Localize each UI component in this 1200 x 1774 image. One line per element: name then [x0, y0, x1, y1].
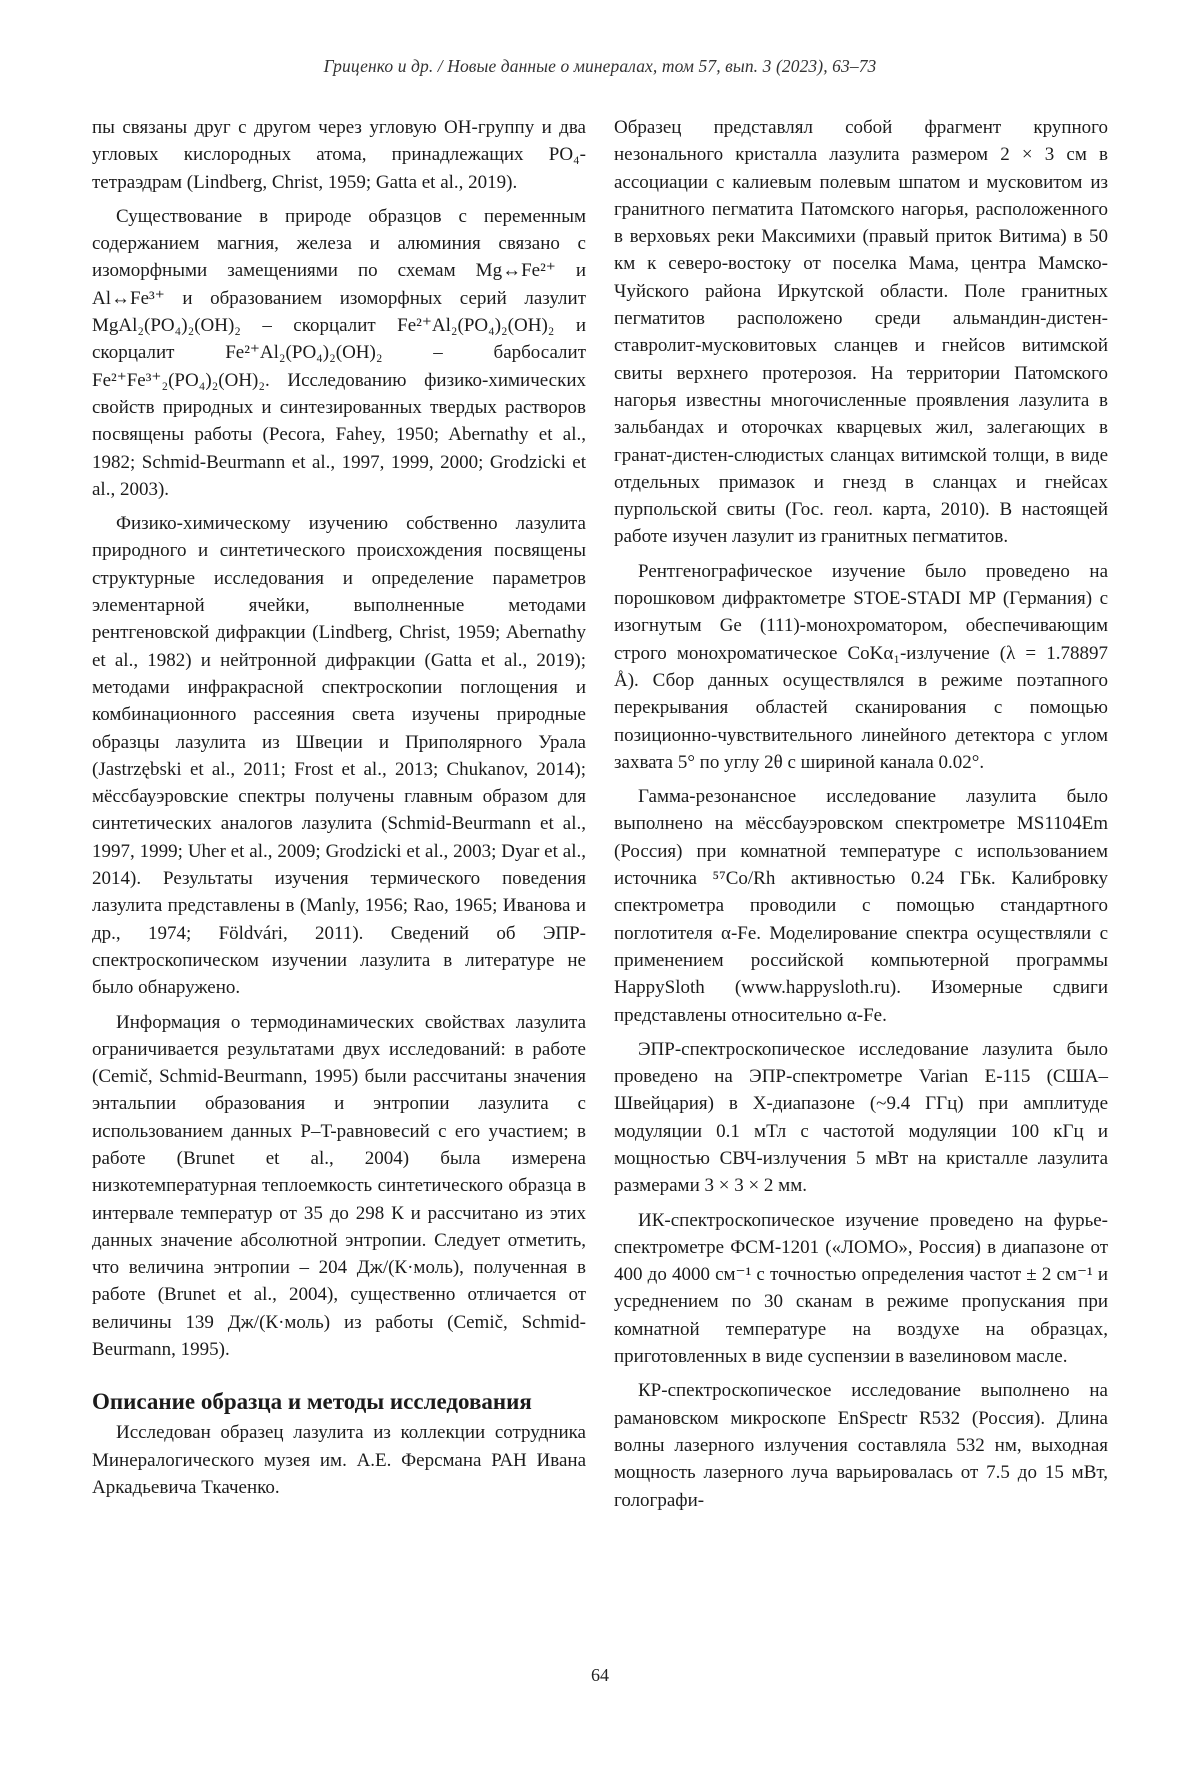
paragraph: КР-спектроскопическое исследование выполнено на рамановском микроскопе EnSpectr R532 (Россия). Длина волны лазерного излучения составляла 532 нм, выходная мощность лазерного луча варьировалась от 7.5 до 15 мВт, голографи- [614, 1380, 1108, 1511]
paragraph: Рентгенографическое изучение было проведено на порошковом дифрактометре STOE-STADI MP (Германия) с изогнутым Ge (111)-монохроматором, обеспечивающим строго монохроматическое CoKα₁-излучение (λ = 1.78897 Å). Сбор данных осуществлялся в режиме поэтапного перекрывания областей сканирования с помощью позиционно-чувствительного линейного детектора с углом захвата 5° по углу 2θ с шириной канала 0.02°. [614, 560, 1108, 773]
paragraph: Существование в природе образцов с переменным содержанием магния, железа и алюминия связано с изоморфными замещениями по схемам Mg↔Fe²⁺ и Al↔Fe³⁺ и образованием изоморфных серий лазулит MgAl₂(PO₄)₂(OH)₂ – скорцалит Fe²⁺Al₂(PO₄)₂(OH)₂ и скорцалит Fe²⁺Al₂(PO₄)₂(OH)₂ – барбосалит Fe²⁺Fe³⁺₂(PO₄)₂(OH)₂. Исследованию физико-химических свойств природных и синтезированных твердых растворов посвящены работы (Pecora, Fahey, 1950; Abernathy et al., 1982; Schmid-Beurmann et al., 1997, 1999, 2000; Grodzicki et al., 2003). [92, 205, 586, 500]
section-heading: Описание образца и методы исследования [92, 1389, 532, 1415]
paragraph: Физико-химическому изучению собственно лазулита природного и синтетического происхождения посвящены структурные исследования и определение параметров элементарной ячейки, выполненные методами рентгеновской дифракции (Lindberg, Christ, 1959; Abernathy et al., 1982) и нейтронной дифракции (Gatta et al., 2019); методами инфракрасной спектроскопии поглощения и комбинационного рассеяния света изучены природные образцы лазулита из Швеции и Приполярного Урала (Jastrzębski et al., 2011; Frost et al., 2013; Chukanov, 2014); мёссбауэровские спектры получены главным образом для синтетических аналогов лазулита (Schmid-Beurmann et al., 1997, 1999; Uher et al., 2009; Grodzicki et al., 2003; Dyar et al., 2014). Результаты изучения термического поведения лазулита представлены в (Manly, 1956; Rao, 1965; Иванова и др., 1974; Földvári, 2011). Сведений об ЭПР-спектроскопическом изучении лазулита в литературе не было обнаружено. [92, 513, 586, 999]
paragraph: Исследован образец лазулита из коллекции сотрудника Минералогического музея им. А.Е. Ферсмана РАН Ивана Аркадьевича Ткаченко. [92, 1422, 586, 1498]
paragraph: пы связаны друг с другом через угловую ОН-группу и два угловых кислородных атома, принадлежащих PO₄-тетраэдрам (Lindberg, Christ, 1959; Gatta et al., 2019). [92, 117, 586, 193]
running-header: Гриценко и др. / Новые данные о минералах, том 57, вып. 3 (2023), 63–73 [323, 56, 877, 76]
left-column [92, 114, 586, 1508]
page-number: 64 [591, 1665, 609, 1685]
paragraph: ЭПР-спектроскопическое исследование лазулита было проведено на ЭПР-спектрометре Varian E-115 (США–Швейцария) в X-диапазоне (~9.4 ГГц) при амплитуде модуляции 0.1 мТл с частотой модуляции 100 кГц и мощностью СВЧ-излучения 5 мВт на кристалле лазулита размерами 3 × 3 × 2 мм. [614, 1038, 1108, 1197]
paragraph: Гамма-резонансное исследование лазулита было выполнено на мёссбауэровском спектрометре MS1104Em (Россия) при комнатной температуре с использованием источника ⁵⁷Co/Rh активностью 0.24 ГБк. Калибровку спектрометра проводили с помощью стандартного поглотителя α-Fe. Моделирование спектра осуществляли с применением российской компьютерной программы HappySloth (www.happysloth.ru). Изомерные сдвиги представлены относительно α-Fe. [614, 786, 1108, 1026]
paragraph: ИК-спектроскопическое изучение проведено на фурье-спектрометре ФСМ-1201 («ЛОМО», Россия) в диапазоне от 400 до 4000 см⁻¹ с точностью определения частот ± 2 см⁻¹ и усреднением по 30 сканам в режиме пропускания при комнатной температуре на воздухе на образцах, приготовленных в виде суспензии в вазелиновом масле. [614, 1209, 1108, 1368]
paragraph: Образец представлял собой фрагмент крупного незонального кристалла лазулита размером 2 × 3 см в ассоциации с калиевым полевым шпатом и мусковитом из гранитного пегматита Патомского нагорья, расположенного в верховьях реки Максимихи (правый приток Витима) в 50 км к северо-востоку от поселка Мама, центра Мамско-Чуйского района Иркутской области. Поле гранитных пегматитов расположено среди альмандин-дистен-ставролит-мусковитовых сланцев и гнейсов витимской свиты верхнего протерозоя. На территории Патомского нагорья известны многочисленные проявления лазулита в зальбандах и оторочках кварцевых жил, залегающих в гранат-дистен-слюдистых сланцах витимской толщи, в виде отдельных примазок и гнезд в сланцах и гнейсах пурпольской свиты (Гос. геол. карта, 2010). В настоящей работе изучен лазулит из гранитных пегматитов. [614, 117, 1108, 548]
right-column [614, 114, 1108, 1521]
paragraph: Информация о термодинамических свойствах лазулита ограничивается результатами двух исследований: в работе (Cemič, Schmid-Beurmann, 1995) были рассчитаны значения энтальпии образования и энтропии лазулита с использованием данных P–T-равновесий с его участием; в работе (Brunet et al., 2004) была измерена низкотемпературная теплоемкость синтетического образца в интервале температур от 35 до 298 К и рассчитано из этих данных значение абсолютной энтропии. Следует отметить, что величина энтропии – 204 Дж/(К·моль), полученная в работе (Brunet et al., 2004), существенно отличается от величины 139 Дж/(К·моль) из работы (Cemič, Schmid-Beurmann, 1995). [92, 1011, 586, 1361]
